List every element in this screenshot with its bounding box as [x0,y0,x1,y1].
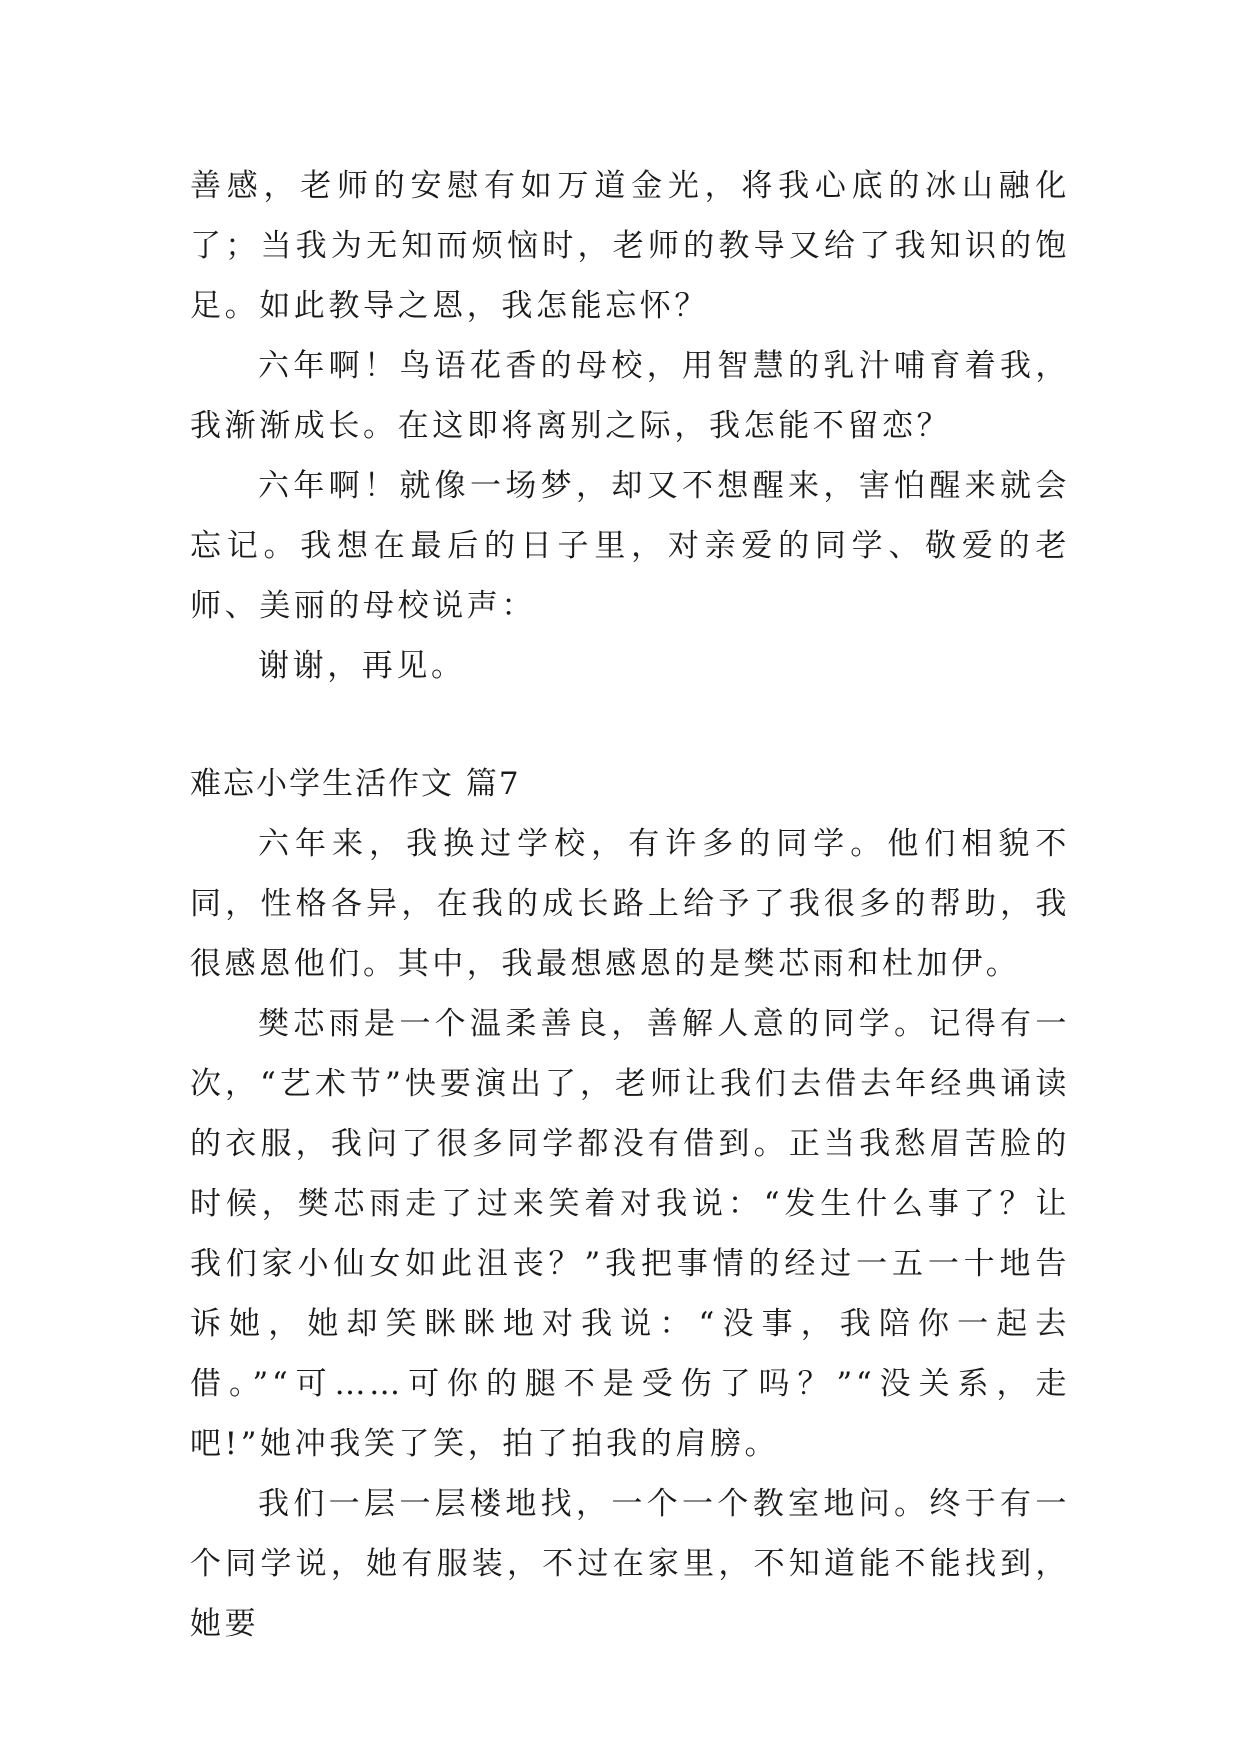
paragraph-1: 善感，老师的安慰有如万道金光，将我心底的冰山融化了；当我为无知而烦恼时，老师的教导又给了我知识的饱足。如此教导之恩，我怎能忘怀？ [190,168,1070,324]
section-title: 难忘小学生活作文 篇7 [190,766,521,802]
paragraph-7: 我们一层一层楼地找，一个一个教室地问。终于有一个同学说，她有服装，不过在家里，不知道能不能找到，她要 [190,1486,1070,1642]
paragraph-2: 六年啊！鸟语花香的母校，用智慧的乳汁哺育着我，我渐渐成长。在这即将离别之际，我怎能不留恋？ [190,348,1070,444]
paragraph-3: 六年啊！就像一场梦，却又不想醒来，害怕醒来就会忘记。我想在最后的日子里，对亲爱的同学、敬爱的老师、美丽的母校说声： [190,468,1070,624]
document-page [190,156,1070,1654]
paragraph-5: 六年来，我换过学校，有许多的同学。他们相貌不同，性格各异，在我的成长路上给予了我很多的帮助，我很感恩他们。其中，我最想感恩的是樊芯雨和杜加伊。 [190,826,1070,982]
paragraph-6: 樊芯雨是一个温柔善良，善解人意的同学。记得有一次，“艺术节”快要演出了，老师让我们去借去年经典诵读的衣服，我问了很多同学都没有借到。正当我愁眉苦脸的时候，樊芯雨走了过来笑着对我说：“发生什么事了？让我们家小仙女如此沮丧？”我把事情的经过一五一十地告诉她，她却笑眯眯地对我说：“没事，我陪你一起去借。”“可……可你的腿不是受伤了吗？”“没关系，走吧!”她冲我笑了笑，拍了拍我的肩膀。 [190,1006,1070,1462]
paragraph-4: 谢谢，再见。 [258,648,466,684]
